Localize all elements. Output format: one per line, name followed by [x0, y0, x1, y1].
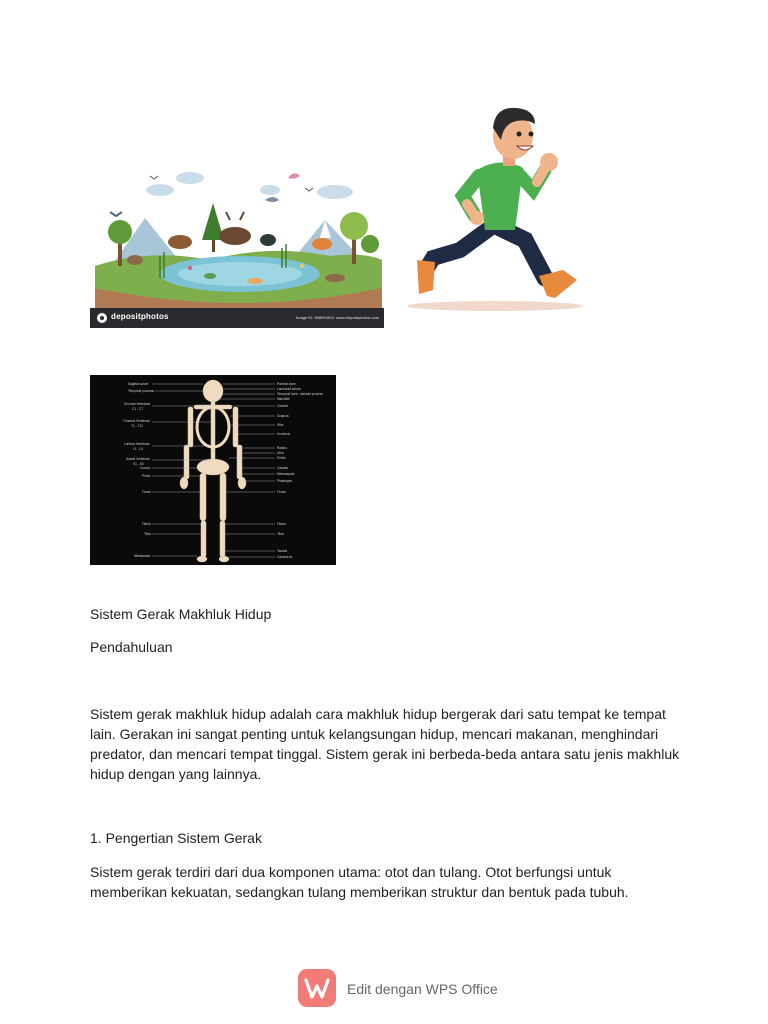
skeleton-label: Temporal process — [128, 389, 154, 393]
skeleton-label: Fibula — [142, 522, 151, 526]
skeleton-label: Thoracic Vertebrae — [123, 419, 150, 423]
skeleton-label: Calcaneus — [277, 555, 293, 559]
skeleton-label: Tibia — [144, 532, 151, 536]
edit-with-wps-link[interactable]: Edit dengan WPS Office — [347, 981, 498, 997]
intro-heading: Pendahuluan — [90, 639, 173, 655]
watermark-bar — [90, 308, 384, 328]
watermark-image-id: Image ID: 598054910 — [296, 315, 335, 320]
skeleton-label: Metacarpals — [277, 472, 295, 476]
skeleton-label: Ribs — [277, 423, 284, 427]
section-paragraph: Sistem gerak terdiri dari dua komponen utama: otot dan tulang. Otot berfungsi untuk memberikan kekuatan, sedangkan tulang memberikan struktur dan bentuk pada tubuh. — [90, 864, 629, 900]
running-man-image — [405, 100, 590, 315]
skeleton-label: Pelvis — [277, 456, 286, 460]
skeleton-label: Tibia — [277, 532, 284, 536]
ecosystem-illustration — [90, 148, 384, 308]
depositphotos-logo-icon — [97, 313, 107, 323]
skeleton-label: Metatarsals — [134, 554, 151, 558]
skeleton-label: Lambdoid suture — [277, 387, 301, 391]
document-title: Sistem Gerak Makhluk Hidup — [90, 606, 272, 622]
skeleton-label: Mandible — [277, 397, 290, 401]
ecosystem-image — [90, 148, 384, 328]
wps-w-icon — [298, 969, 336, 1007]
skeleton-label: Ulna — [277, 451, 284, 455]
skeleton-label: C1 - C7 — [132, 407, 143, 411]
skeleton-label: Sagittal suture — [128, 382, 149, 386]
skeleton-label: Femur — [277, 490, 287, 494]
skeleton-label: Lumbar Vertebrae — [124, 442, 150, 446]
skeleton-label: Phalanges — [277, 479, 293, 483]
skeleton-label: Coccyx — [140, 466, 151, 470]
skeleton-label: Tarsals — [277, 549, 288, 553]
intro-paragraph: Sistem gerak makhluk hidup adalah cara makhluk hidup bergerak dari satu tempat ke tempat lain. Gerakan ini sangat penting untuk kelangsungan hidup, mencari makanan, menghindari predator, dan mencari tempat tinggal. Sistem gerak ini berbeda-beda antara satu jenis makhluk hidup dengan yang lainnya. — [90, 706, 680, 782]
watermark-brand: depositphotos — [111, 312, 169, 321]
skeleton-label: Clavicle — [277, 404, 289, 408]
wps-office-logo-icon[interactable] — [298, 969, 336, 1007]
skeleton-label: Cervical Vertebrae — [124, 402, 151, 406]
watermark-site: www.depositphotos.com — [336, 315, 380, 320]
skeleton-label: Sacral Vertebrae — [126, 457, 150, 461]
skeleton-label: Radius — [277, 446, 287, 450]
skeleton-label: Parietal bone — [277, 382, 296, 386]
skeleton-label: Fibula — [277, 522, 286, 526]
skeleton-label: Carpals — [277, 466, 288, 470]
skeleton-label: S1 - S5 — [133, 462, 144, 466]
skeleton-label: Femur — [142, 490, 152, 494]
skeleton-image — [90, 375, 336, 565]
skeleton-label: T1 - T12 — [131, 424, 143, 428]
skeleton-label: Pelvis — [142, 474, 151, 478]
skeleton-label: Scapula — [277, 414, 289, 418]
skeleton-label: Temporal bone, mastoid process — [277, 392, 324, 396]
running-man-illustration — [405, 100, 590, 315]
skeleton-label: Humerus — [277, 432, 290, 436]
section-heading: 1. Pengertian Sistem Gerak — [90, 830, 262, 846]
skeleton-label: L1 - L5 — [133, 447, 143, 451]
